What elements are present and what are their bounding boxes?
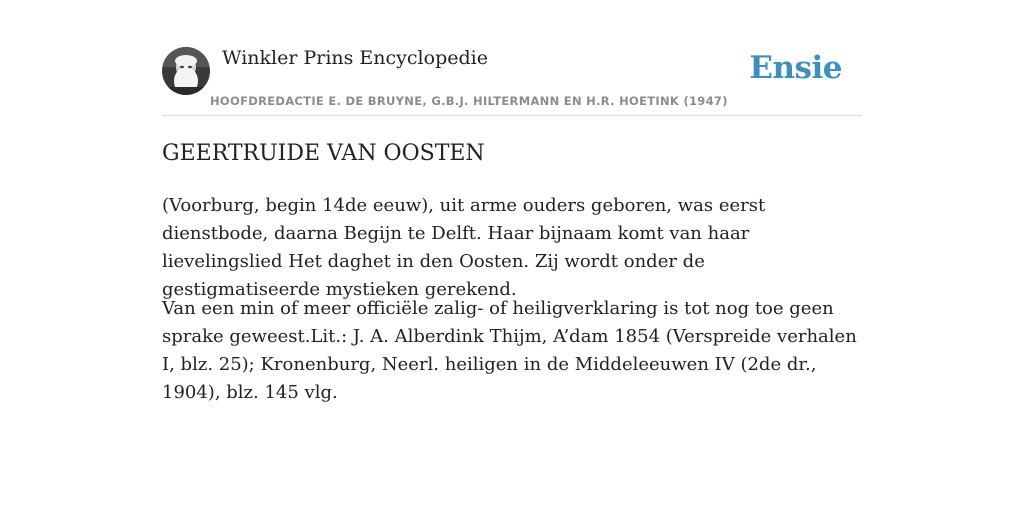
editors-line: HOOFDREDACTIE E. DE BRUYNE, G.B.J. HILTERMANN EN H.R. HOETINK (1947) bbox=[210, 94, 728, 108]
author-avatar[interactable] bbox=[162, 47, 210, 95]
header bbox=[162, 0, 862, 116]
article-title: GEERTRUIDE VAN OOSTEN bbox=[162, 141, 485, 166]
article-paragraph: (Voorburg, begin 14de eeuw), uit arme ouders geboren, was eerst dienstbode, daarna Begijn te Delft. Haar bijnaam komt van haar lievelingslied Het daghet in den Oosten. Zij wordt onder de gestigmatiseerde mystieken gerekend. bbox=[162, 195, 766, 300]
article-paragraph: Van een min of meer officiële zalig- of heiligverklaring is tot nog toe geen sprake geweest.Lit.: J. A. Alberdink Thijm, A’dam 1854 (Verspreide verhalen I, blz. 25); Kronenburg, Neerl. heiligen in de Middeleeuwen IV (2de dr., 1904), blz. 145 vlg. bbox=[162, 298, 857, 403]
source-title[interactable]: Winkler Prins Encyclopedie bbox=[222, 47, 488, 69]
page bbox=[162, 0, 862, 403]
portrait-image bbox=[162, 47, 210, 95]
ensie-logo[interactable]: Ensie bbox=[749, 50, 842, 86]
